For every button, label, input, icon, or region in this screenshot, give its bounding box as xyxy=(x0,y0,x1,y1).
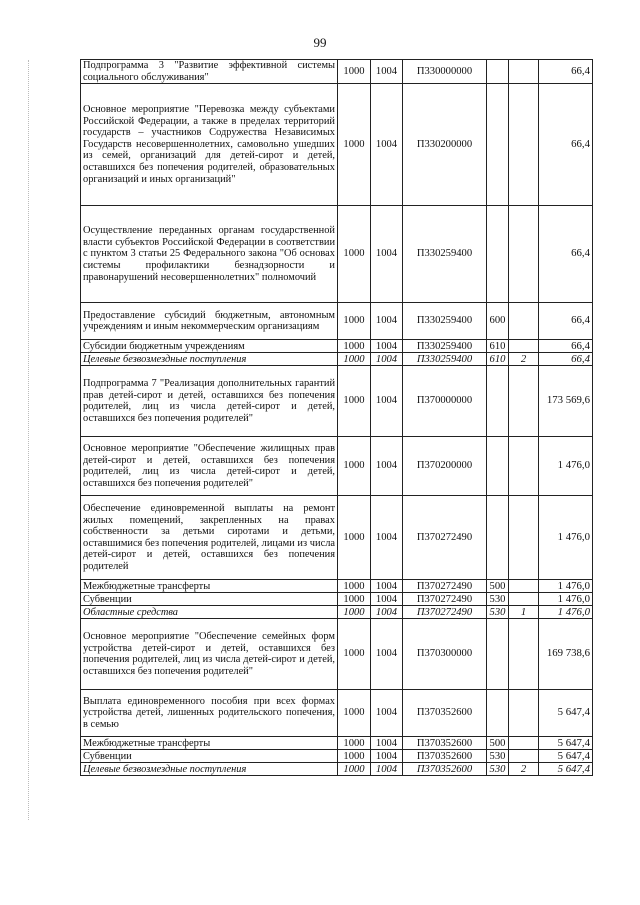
row-name-cell: Осуществление переданных органам государственной власти субъектов Российской Федерации в соответствии с пунктом 3 статьи 25 Федерального закона "Об основах системы профилактики безнадзорности и правонарушений несовершеннолетних" полномочий xyxy=(81,206,338,303)
row-source-cell xyxy=(509,303,539,340)
row-subsection-cell: 1004 xyxy=(371,60,403,84)
row-target-article-cell: П370352600 xyxy=(403,763,487,776)
row-expense-type-cell: 530 xyxy=(487,763,509,776)
row-expense-type-cell xyxy=(487,366,509,437)
row-target-article-cell: П370200000 xyxy=(403,437,487,496)
row-subsection-cell: 1004 xyxy=(371,737,403,750)
row-name-cell: Субсидии бюджетным учреждениям xyxy=(81,340,338,353)
row-target-article-cell: П330259400 xyxy=(403,340,487,353)
row-expense-type-cell xyxy=(487,496,509,580)
row-subsection-cell: 1004 xyxy=(371,593,403,606)
page-number: 99 xyxy=(313,35,327,50)
row-target-article-cell: П370272490 xyxy=(403,580,487,593)
row-name-cell: Основное мероприятие "Обеспечение семейных форм устройства детей-сирот и детей, оставшихся без попечения родителей, лиц из числа детей-сирот и детей, оставшихся без попечения родителей" xyxy=(81,619,338,690)
row-amount-cell: 66,4 xyxy=(539,60,593,84)
row-name-cell: Субвенции xyxy=(81,593,338,606)
row-name-cell: Целевые безвозмездные поступления xyxy=(81,763,338,776)
row-subsection-cell: 1004 xyxy=(371,496,403,580)
row-source-cell xyxy=(509,619,539,690)
row-source-cell xyxy=(509,60,539,84)
row-target-article-cell: П370272490 xyxy=(403,593,487,606)
row-expense-type-cell: 530 xyxy=(487,606,509,619)
row-name-cell: Подпрограмма 3 "Развитие эффективной системы социального обслуживания" xyxy=(81,60,338,84)
margin-line xyxy=(28,60,29,820)
row-source-cell: 2 xyxy=(509,353,539,366)
row-source-cell: 1 xyxy=(509,606,539,619)
row-section-cell: 1000 xyxy=(338,303,371,340)
row-source-cell xyxy=(509,750,539,763)
row-amount-cell: 169 738,6 xyxy=(539,619,593,690)
row-subsection-cell: 1004 xyxy=(371,580,403,593)
row-target-article-cell: П330000000 xyxy=(403,60,487,84)
row-expense-type-cell xyxy=(487,84,509,206)
row-amount-cell: 66,4 xyxy=(539,84,593,206)
row-expense-type-cell: 500 xyxy=(487,737,509,750)
row-amount-cell: 1 476,0 xyxy=(539,606,593,619)
row-section-cell: 1000 xyxy=(338,353,371,366)
row-target-article-cell: П370352600 xyxy=(403,750,487,763)
row-section-cell: 1000 xyxy=(338,593,371,606)
row-source-cell xyxy=(509,737,539,750)
row-section-cell: 1000 xyxy=(338,60,371,84)
row-section-cell: 1000 xyxy=(338,763,371,776)
table-row xyxy=(81,303,593,340)
table-row xyxy=(81,619,593,690)
row-subsection-cell: 1004 xyxy=(371,437,403,496)
row-source-cell xyxy=(509,206,539,303)
row-name-cell: Целевые безвозмездные поступления xyxy=(81,353,338,366)
row-source-cell: 2 xyxy=(509,763,539,776)
row-section-cell: 1000 xyxy=(338,84,371,206)
row-source-cell xyxy=(509,496,539,580)
row-section-cell: 1000 xyxy=(338,737,371,750)
table-row xyxy=(81,737,593,750)
table-row xyxy=(81,353,593,366)
row-target-article-cell: П370300000 xyxy=(403,619,487,690)
row-amount-cell: 5 647,4 xyxy=(539,690,593,737)
row-target-article-cell: П370000000 xyxy=(403,366,487,437)
row-name-cell: Основное мероприятие "Обеспечение жилищных прав детей-сирот и детей, оставшихся без попечения родителей, лиц из числа детей-сирот и детей, оставшихся без попечения родителей" xyxy=(81,437,338,496)
row-section-cell: 1000 xyxy=(338,496,371,580)
row-amount-cell: 66,4 xyxy=(539,340,593,353)
table-row xyxy=(81,580,593,593)
row-amount-cell: 5 647,4 xyxy=(539,750,593,763)
row-name-cell: Межбюджетные трансферты xyxy=(81,580,338,593)
row-target-article-cell: П370352600 xyxy=(403,737,487,750)
row-source-cell xyxy=(509,580,539,593)
row-amount-cell: 1 476,0 xyxy=(539,593,593,606)
row-expense-type-cell: 530 xyxy=(487,750,509,763)
row-source-cell xyxy=(509,84,539,206)
row-name-cell: Основное мероприятие "Перевозка между субъектами Российской Федерации, а также в пределах территорий государств – участников Содружества Независимых Государств несовершеннолетних, самовольно ушедших из семей, организаций для детей-сирот и детей, оставшихся без попечения родителей, образовательных организаций и иных организаций" xyxy=(81,84,338,206)
table-row xyxy=(81,437,593,496)
table-row xyxy=(81,60,593,84)
row-expense-type-cell xyxy=(487,437,509,496)
row-expense-type-cell xyxy=(487,60,509,84)
row-subsection-cell: 1004 xyxy=(371,353,403,366)
row-amount-cell: 173 569,6 xyxy=(539,366,593,437)
row-expense-type-cell: 600 xyxy=(487,303,509,340)
row-subsection-cell: 1004 xyxy=(371,690,403,737)
row-name-cell: Предоставление субсидий бюджетным, автономным учреждениям и иным некоммерческим организациям xyxy=(81,303,338,340)
row-section-cell: 1000 xyxy=(338,606,371,619)
row-source-cell xyxy=(509,366,539,437)
row-subsection-cell: 1004 xyxy=(371,619,403,690)
row-source-cell xyxy=(509,593,539,606)
row-source-cell xyxy=(509,437,539,496)
row-name-cell: Межбюджетные трансферты xyxy=(81,737,338,750)
row-amount-cell: 1 476,0 xyxy=(539,580,593,593)
table-row xyxy=(81,366,593,437)
row-amount-cell: 66,4 xyxy=(539,303,593,340)
row-expense-type-cell: 500 xyxy=(487,580,509,593)
row-subsection-cell: 1004 xyxy=(371,606,403,619)
table-row xyxy=(81,763,593,776)
row-section-cell: 1000 xyxy=(338,366,371,437)
row-target-article-cell: П330200000 xyxy=(403,84,487,206)
row-expense-type-cell: 610 xyxy=(487,353,509,366)
row-subsection-cell: 1004 xyxy=(371,763,403,776)
row-source-cell xyxy=(509,690,539,737)
row-name-cell: Выплата единовременного пособия при всех формах устройства детей, лишенных родительского попечения, в семью xyxy=(81,690,338,737)
row-section-cell: 1000 xyxy=(338,750,371,763)
row-section-cell: 1000 xyxy=(338,206,371,303)
table-row xyxy=(81,750,593,763)
row-expense-type-cell xyxy=(487,619,509,690)
row-subsection-cell: 1004 xyxy=(371,750,403,763)
row-name-cell: Субвенции xyxy=(81,750,338,763)
row-subsection-cell: 1004 xyxy=(371,84,403,206)
row-expense-type-cell xyxy=(487,206,509,303)
row-amount-cell: 5 647,4 xyxy=(539,737,593,750)
row-name-cell: Обеспечение единовременной выплаты на ремонт жилых помещений, закрепленных на правах собственности за детьми сиротами и детьми, оставшимися без попечения родителей, лицами из числа детей-сирот и детей, оставшихся без попечения родителей xyxy=(81,496,338,580)
row-expense-type-cell: 530 xyxy=(487,593,509,606)
budget-table-body xyxy=(81,60,593,776)
row-subsection-cell: 1004 xyxy=(371,340,403,353)
table-row xyxy=(81,340,593,353)
budget-table xyxy=(80,59,593,776)
row-section-cell: 1000 xyxy=(338,340,371,353)
row-section-cell: 1000 xyxy=(338,437,371,496)
row-target-article-cell: П330259400 xyxy=(403,353,487,366)
table-row xyxy=(81,84,593,206)
row-name-cell: Областные средства xyxy=(81,606,338,619)
row-expense-type-cell: 610 xyxy=(487,340,509,353)
row-target-article-cell: П330259400 xyxy=(403,206,487,303)
row-section-cell: 1000 xyxy=(338,690,371,737)
row-expense-type-cell xyxy=(487,690,509,737)
row-name-cell: Подпрограмма 7 "Реализация дополнительных гарантий прав детей-сирот и детей, оставшихся без попечения родителей, лиц из числа детей-сирот и детей, оставшихся без попечения родителей" xyxy=(81,366,338,437)
row-target-article-cell: П330259400 xyxy=(403,303,487,340)
table-row xyxy=(81,690,593,737)
row-amount-cell: 66,4 xyxy=(539,353,593,366)
row-section-cell: 1000 xyxy=(338,619,371,690)
table-row xyxy=(81,206,593,303)
row-amount-cell: 1 476,0 xyxy=(539,496,593,580)
row-amount-cell: 66,4 xyxy=(539,206,593,303)
table-row xyxy=(81,496,593,580)
row-section-cell: 1000 xyxy=(338,580,371,593)
row-target-article-cell: П370352600 xyxy=(403,690,487,737)
row-subsection-cell: 1004 xyxy=(371,366,403,437)
table-row xyxy=(81,606,593,619)
row-source-cell xyxy=(509,340,539,353)
row-amount-cell: 1 476,0 xyxy=(539,437,593,496)
table-row xyxy=(81,593,593,606)
row-target-article-cell: П370272490 xyxy=(403,496,487,580)
row-target-article-cell: П370272490 xyxy=(403,606,487,619)
row-amount-cell: 5 647,4 xyxy=(539,763,593,776)
row-subsection-cell: 1004 xyxy=(371,303,403,340)
row-subsection-cell: 1004 xyxy=(371,206,403,303)
